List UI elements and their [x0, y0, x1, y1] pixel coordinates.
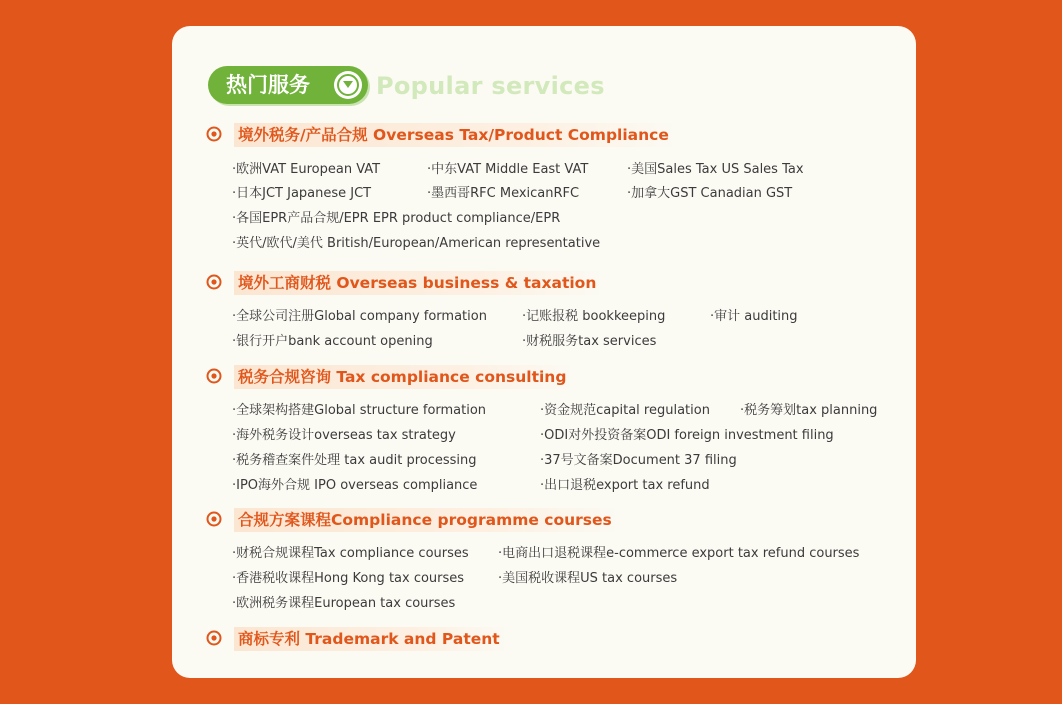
list-item: ·IPO海外合规 IPO overseas compliance: [232, 478, 478, 493]
list-item: ·欧洲税务课程European tax courses: [232, 596, 456, 611]
list-item: ·墨西哥RFC MexicanRFC: [427, 186, 580, 201]
list-item: ·税务稽查案件处理 tax audit processing: [232, 453, 477, 468]
list-item: ·37号文备案Document 37 filing: [540, 453, 737, 468]
header-title-cn: 热门服务: [226, 73, 310, 97]
target-circle-icon: [206, 511, 222, 527]
list-item: ·财税服务tax services: [522, 334, 657, 349]
header-title-en: Popular services: [376, 72, 605, 100]
section-title: 商标专利 Trademark and Patent: [234, 627, 506, 651]
list-item: ·ODI对外投资备案ODI foreign investment filing: [540, 428, 834, 443]
services-card: [172, 26, 916, 678]
list-item: ·美国Sales Tax US Sales Tax: [627, 162, 804, 177]
list-item: ·财税合规课程Tax compliance courses: [232, 546, 469, 561]
section-title: 合规方案课程Compliance programme courses: [234, 508, 618, 532]
section-title: 境外工商财税 Overseas business & taxation: [234, 271, 602, 295]
chevron-down-circle-icon: [337, 74, 359, 96]
list-item: ·海外税务设计overseas tax strategy: [232, 428, 456, 443]
list-item: ·英代/欧代/美代 British/European/American representative: [232, 236, 601, 251]
list-item: ·银行开户bank account opening: [232, 334, 433, 349]
list-item: ·美国税收课程US tax courses: [498, 571, 678, 586]
list-item: ·中东VAT Middle East VAT: [427, 162, 589, 177]
list-item: ·全球架构搭建Global structure formation: [232, 403, 487, 418]
list-item: ·香港税收课程Hong Kong tax courses: [232, 571, 465, 586]
list-item: ·税务筹划tax planning: [740, 403, 878, 418]
list-item: ·加拿大GST Canadian GST: [627, 186, 793, 201]
list-item: ·出口退税export tax refund: [540, 478, 710, 493]
section-title: 境外税务/产品合规 Overseas Tax/Product Compliance: [234, 123, 675, 147]
list-item: ·各国EPR产品合规/EPR EPR product compliance/EPR: [232, 211, 561, 226]
list-item: ·资金规范capital regulation: [540, 403, 710, 418]
target-circle-icon: [206, 126, 222, 142]
list-item: ·审计 auditing: [710, 309, 798, 324]
list-item: ·电商出口退税课程e-commerce export tax refund courses: [498, 546, 860, 561]
list-item: ·全球公司注册Global company formation: [232, 309, 487, 324]
header-pill: [208, 66, 368, 104]
list-item: ·日本JCT Japanese JCT: [232, 186, 372, 201]
list-item: ·欧洲VAT European VAT: [232, 162, 381, 177]
target-circle-icon: [206, 630, 222, 646]
target-circle-icon: [206, 274, 222, 290]
target-circle-icon: [206, 368, 222, 384]
list-item: ·记账报税 bookkeeping: [522, 309, 666, 324]
section-title: 税务合规咨询 Tax compliance consulting: [234, 365, 572, 389]
expand-button[interactable]: [334, 71, 362, 99]
